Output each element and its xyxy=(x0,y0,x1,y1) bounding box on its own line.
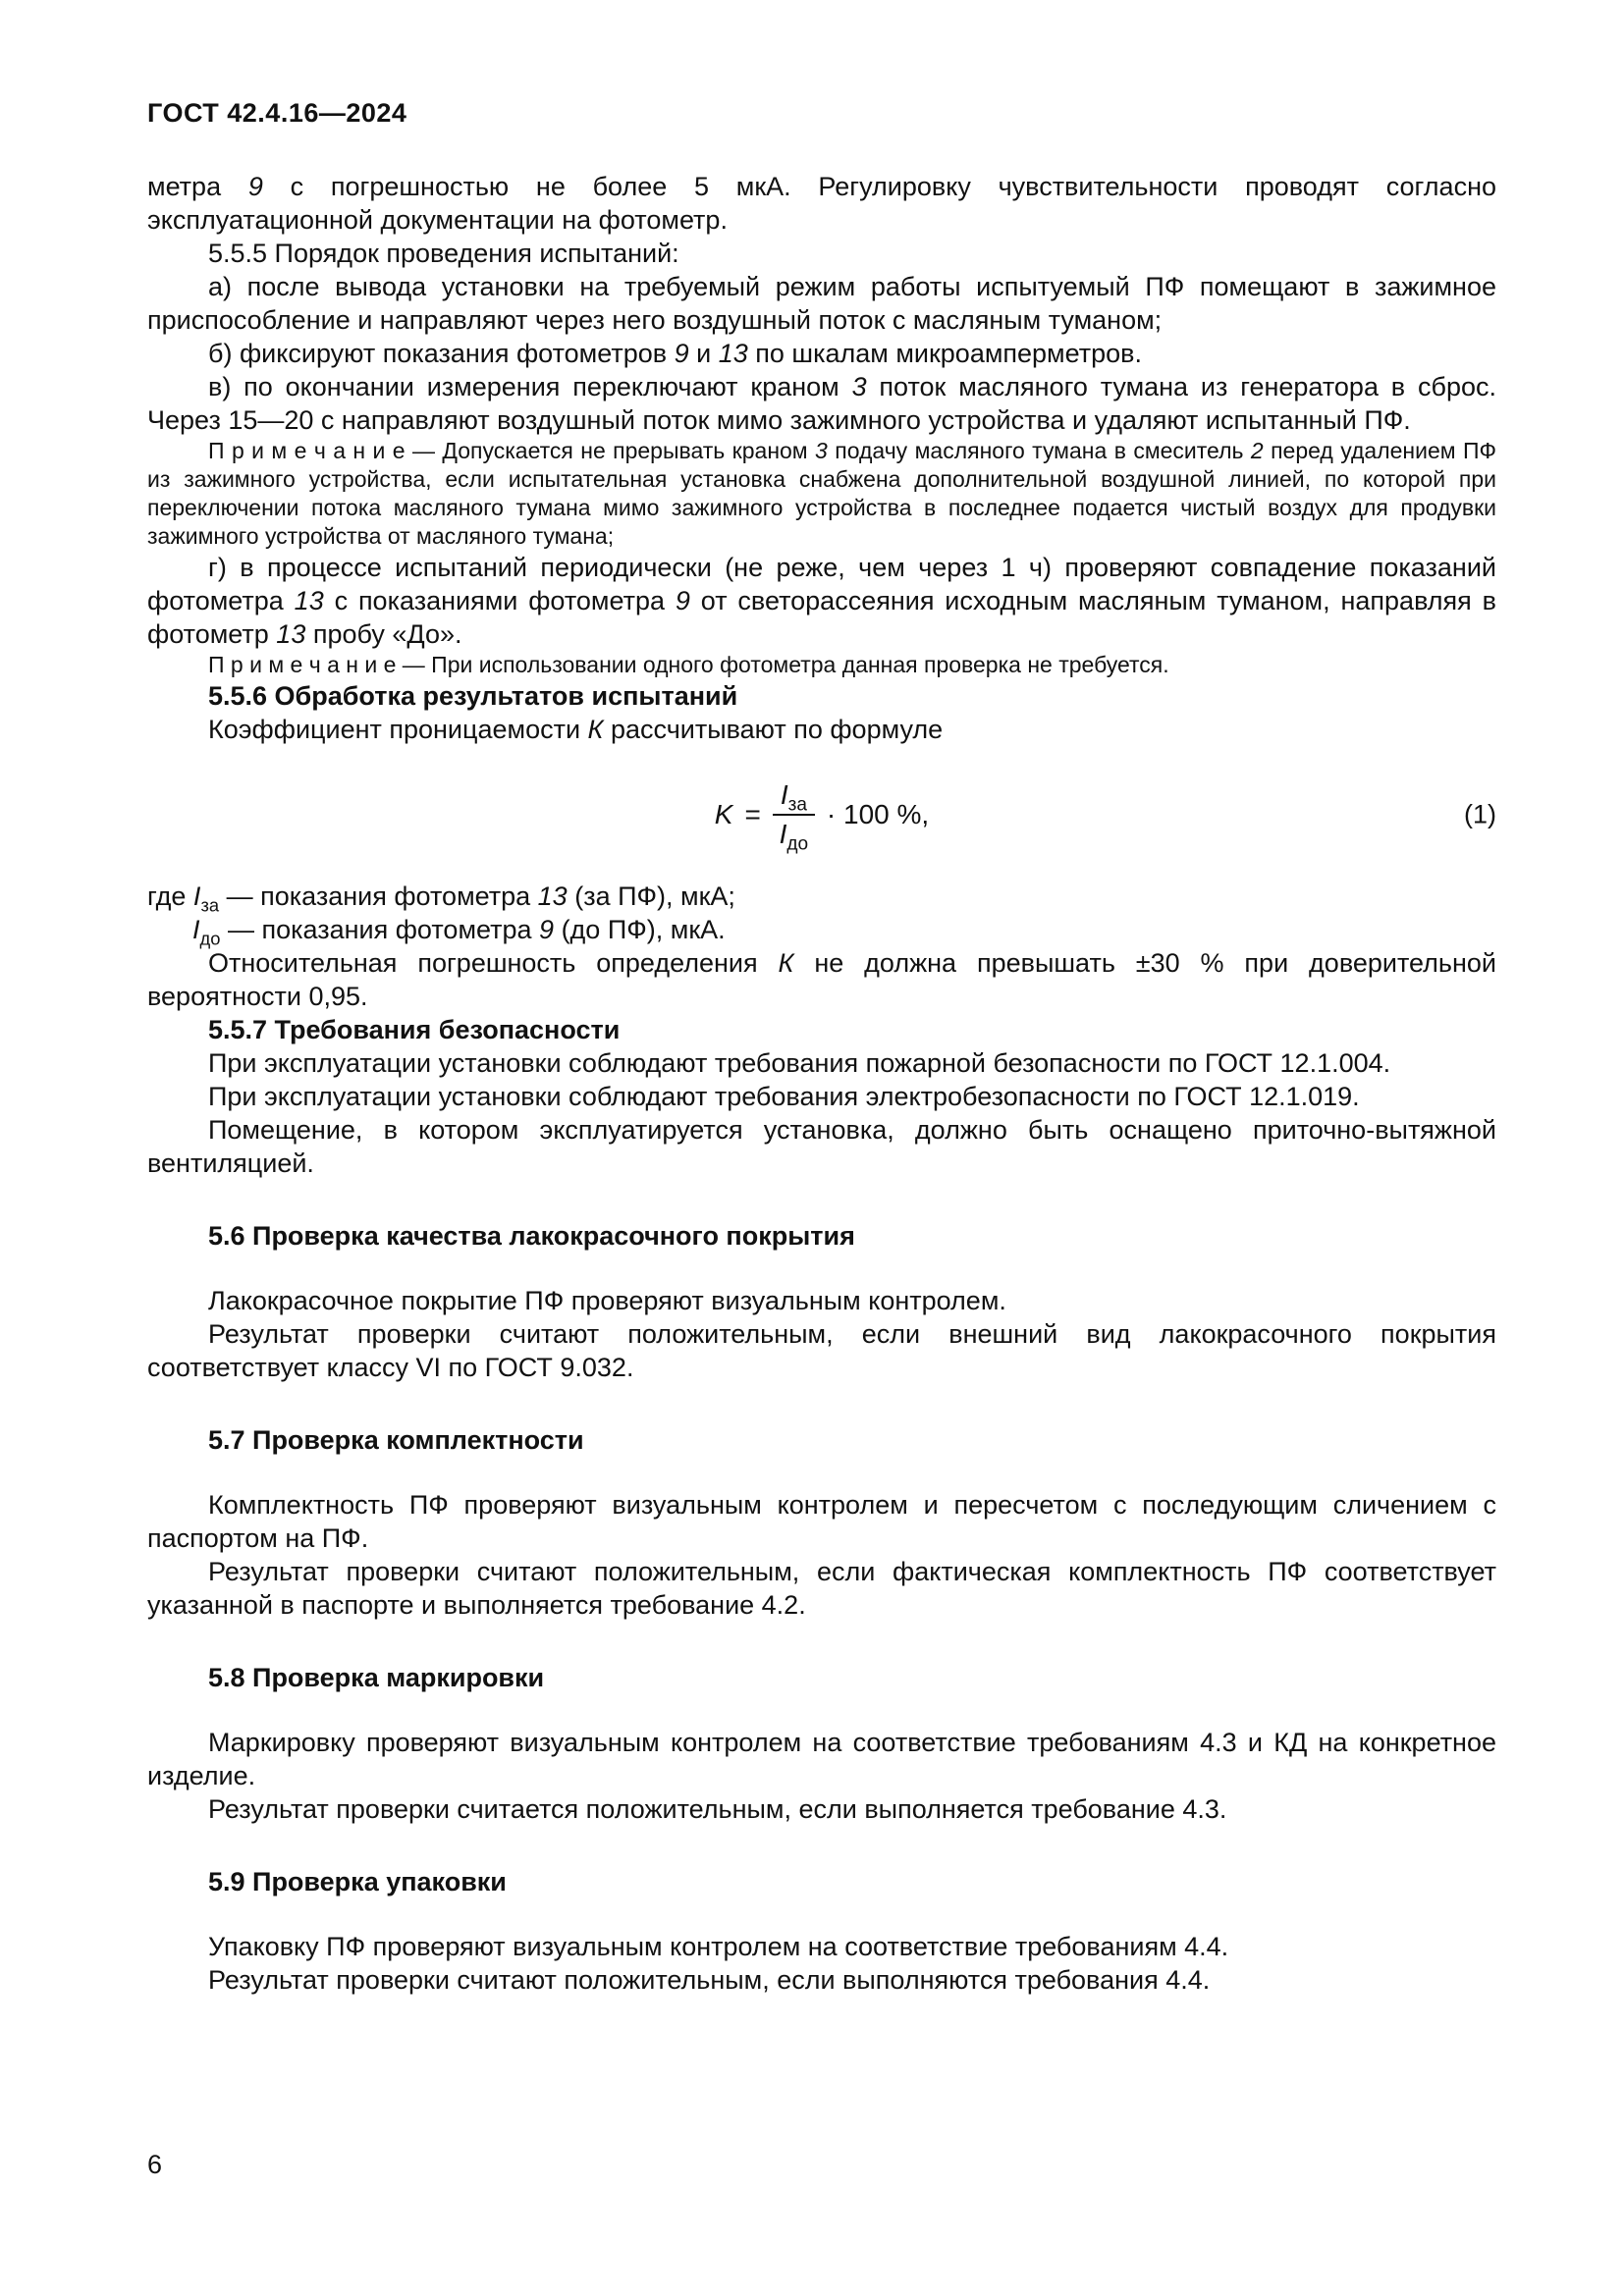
paragraph: При эксплуатации установки соблюдают требования электробезопасности по ГОСТ 12.1.019. xyxy=(208,1082,1360,1111)
document-header: ГОСТ 42.4.16—2024 xyxy=(147,98,407,128)
paragraph: Упаковку ПФ проверяют визуальным контролем на соответствие требованиям 4.4. xyxy=(208,1932,1229,1961)
formula-numerator: $I_{за}$ xyxy=(773,779,815,816)
paragraph: Результат проверки считают положительным, если внешний вид лакокрасочного покрытия соответствует классу VI по ГОСТ 9.032. xyxy=(147,1319,1496,1382)
paragraph: Помещение, в котором эксплуатируется установка, должно быть оснащено приточно-вытяжной вентиляцией. xyxy=(147,1115,1496,1178)
paragraph: Маркировку проверяют визуальным контролем на соответствие требованиям 4.3 и КД на конкретное изделие. xyxy=(147,1728,1496,1790)
paragraph: Коэффициент проницаемости К рассчитывают по формуле xyxy=(208,715,944,744)
paragraph: г) в процессе испытаний периодически (не реже, чем через 1 ч) проверяют совпадение показаний фотометра 13 с показаниями фотометра 9 от светорассеяния исходным масляным туманом, направляя в фотометр 13 пробу «До». xyxy=(147,553,1496,649)
paragraph: в) по окончании измерения переключают краном 3 поток масляного тумана из генератора в сброс. Через 15—20 с направляют воздушный поток мимо зажимного устройства и удаляют испытанный ПФ. xyxy=(147,372,1496,435)
formula-fraction xyxy=(773,779,815,855)
paragraph: При эксплуатации установки соблюдают требования пожарной безопасности по ГОСТ 12.1.004. xyxy=(208,1048,1391,1078)
section-heading: 5.9 Проверка упаковки xyxy=(208,1867,507,1896)
formula-expression xyxy=(714,779,930,855)
paragraph: 5.5.5 Порядок проведения испытаний: xyxy=(208,239,679,268)
where-clause: $I_{до}$ — показания фотометра 9 (до ПФ), мкА. xyxy=(192,915,726,949)
paragraph: Результат проверки считается положительным, если выполняется требование 4.3. xyxy=(208,1794,1227,1824)
formula-lhs: K xyxy=(714,799,733,829)
formula-equals-sign: = xyxy=(744,799,761,829)
paragraph: Результат проверки считают положительным, если фактическая комплектность ПФ соответствует указанной в паспорте и выполняется требование 4.2. xyxy=(147,1557,1496,1620)
subsection-heading: 5.5.7 Требования безопасности xyxy=(208,1015,621,1044)
subsection-heading: 5.5.6 Обработка результатов испытаний xyxy=(208,681,738,711)
note-paragraph: П р и м е ч а н и е — Допускается не прерывать краном 3 подачу масляного тумана в смеситель 2 перед удалением ПФ из зажимного устройства, если испытательная установка снабжена дополнительной воздушной линией, по которой при переключении потока масляного тумана мимо зажимного устройства в последнее подается чистый воздух для продувки зажимного устройства от масляного тумана; xyxy=(147,438,1496,549)
section-heading: 5.6 Проверка качества лакокрасочного покрытия xyxy=(208,1221,855,1251)
formula-denominator: $I_{до}$ xyxy=(779,819,809,855)
paragraph: метра 9 с погрешностью не более 5 мкА. Регулировку чувствительности проводят согласно эксплуатационной документации на фотометр. xyxy=(147,172,1496,235)
document-body-top xyxy=(147,170,1496,746)
paragraph: Относительная погрешность определения К не должна превышать ±30 % при доверительной вероятности 0,95. xyxy=(147,948,1496,1011)
paragraph: Комплектность ПФ проверяют визуальным контролем и пересчетом с последующим сличением с паспортом на ПФ. xyxy=(147,1490,1496,1553)
paragraph: Результат проверки считают положительным, если выполняются требования 4.4. xyxy=(208,1965,1211,1995)
note-paragraph: П р и м е ч а н и е — При использовании одного фотометра данная проверка не требуется. xyxy=(208,652,1169,677)
paragraph: а) после вывода установки на требуемый режим работы испытуемый ПФ помещают в зажимное приспособление и направляют через него воздушный поток с масляным туманом; xyxy=(147,272,1496,335)
page-number: 6 xyxy=(147,2150,163,2179)
section-heading: 5.8 Проверка маркировки xyxy=(208,1663,545,1692)
equation-number: (1) xyxy=(1464,799,1496,829)
paragraph: б) фиксируют показания фотометров 9 и 13 по шкалам микроамперметров. xyxy=(208,339,1142,368)
formula-block xyxy=(147,766,1496,864)
where-clause: где $I_{за}$ — показания фотометра 13 (за ПФ), мкА; xyxy=(147,881,735,916)
formula-multiplier: · 100 %, xyxy=(826,799,930,829)
section-heading: 5.7 Проверка комплектности xyxy=(208,1425,584,1455)
document-body-bottom xyxy=(147,880,1496,1997)
paragraph: Лакокрасочное покрытие ПФ проверяют визуальным контролем. xyxy=(208,1286,1006,1315)
